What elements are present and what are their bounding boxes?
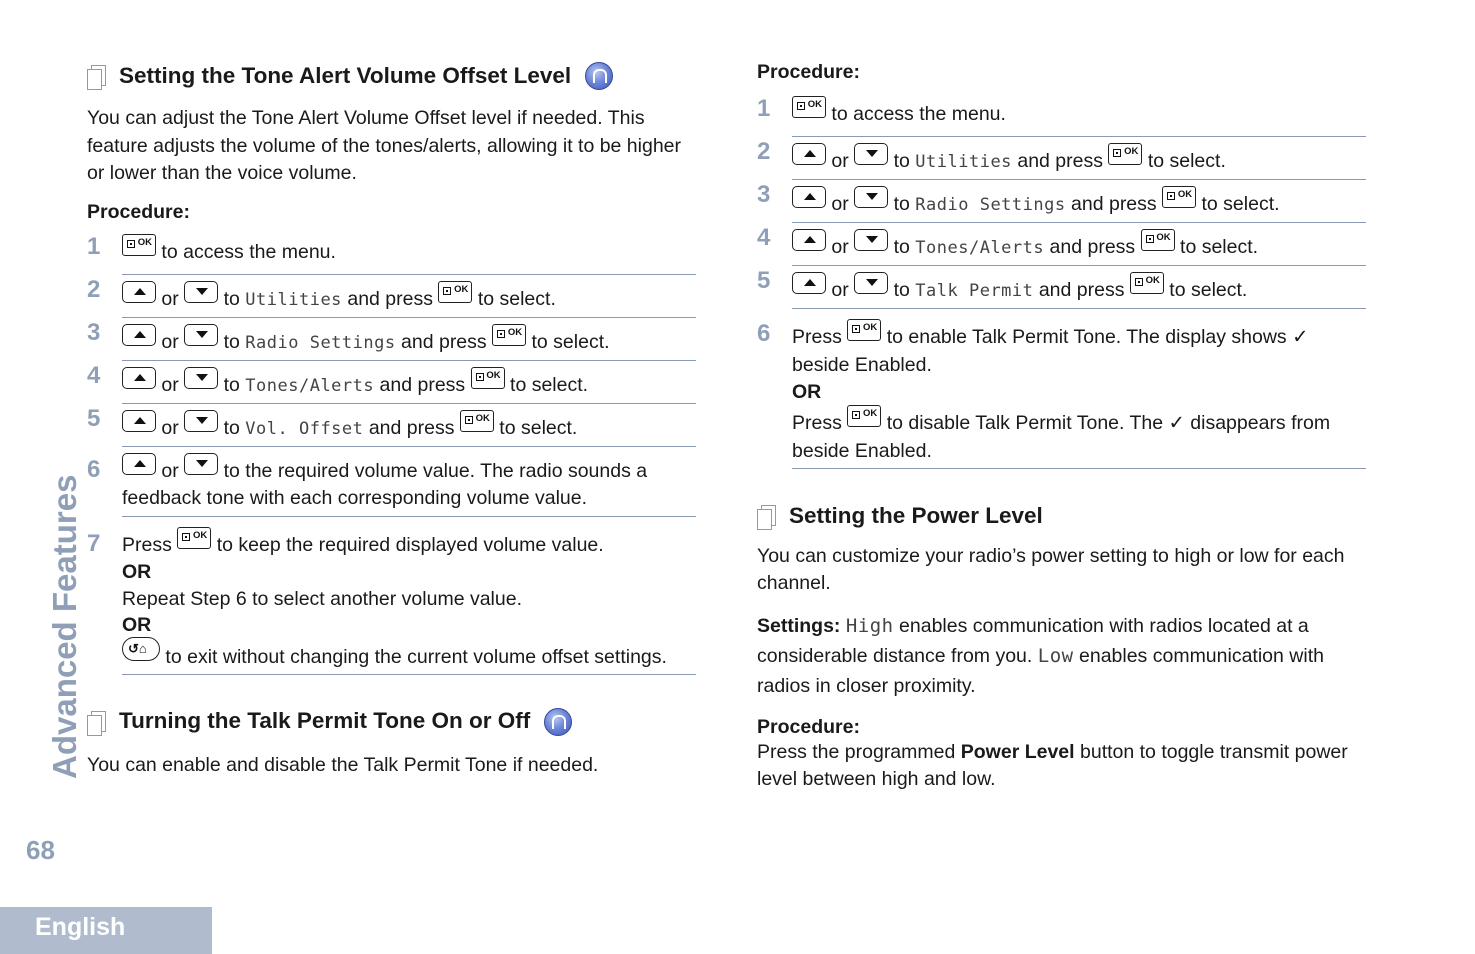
section-page-icon (757, 505, 775, 527)
step-text: to (893, 279, 910, 301)
step-text: to select. (531, 330, 610, 353)
back-home-key-icon (122, 637, 160, 661)
procedure-text: button to toggle transmit power level between high and low. (757, 740, 1348, 790)
power-level-procedure (757, 739, 1366, 794)
sidebar-section-label: Advanced Features (46, 474, 83, 779)
tone-alert-step-6 (87, 449, 696, 519)
step-text: to select. (1201, 193, 1280, 215)
talk-permit-steps (757, 96, 1366, 469)
step-text: to select. (510, 373, 589, 396)
tone-alert-step-7 (87, 519, 696, 675)
step-text: to disable Talk Permit Tone. The ✓ disappears from beside Enabled. (792, 412, 1331, 462)
down-navigation-key-icon (854, 186, 888, 208)
menu-item-name: Vol. Offset (245, 418, 364, 439)
tone-alert-intro: You can adjust the Tone Alert Volume Offset level if needed. This feature adjusts the volume of the tones/alerts, allowing it to be higher or lower than the voice volume. (87, 107, 682, 184)
step-text: to select. (477, 287, 556, 310)
down-navigation-key-icon (854, 272, 888, 294)
or-label: OR (122, 561, 152, 583)
menu-ok-key-icon (1108, 143, 1142, 165)
step-number: 5 (757, 267, 771, 294)
menu-item-name: Talk Permit (915, 281, 1034, 301)
up-navigation-key-icon (792, 229, 826, 251)
up-navigation-key-icon (792, 186, 826, 208)
menu-ok-key-icon (438, 281, 472, 303)
settings-label: Settings: (757, 614, 841, 637)
step-number: 3 (87, 318, 101, 346)
step-number: 6 (87, 455, 101, 483)
step-number: 1 (87, 232, 101, 260)
step-text: or (161, 416, 179, 439)
up-navigation-key-icon (792, 143, 826, 165)
menu-ok-key-icon (177, 527, 211, 549)
menu-ok-key-icon (792, 96, 826, 118)
setting-high: High (845, 614, 894, 637)
menu-ok-key-icon (492, 324, 526, 346)
step-text: Press (792, 326, 842, 348)
talk-permit-step-6 (757, 311, 1366, 469)
menu-item-name: Utilities (915, 152, 1012, 172)
setting-low: Low (1037, 644, 1074, 667)
talk-permit-title: Turning the Talk Permit Tone On or Off (119, 708, 531, 734)
step-text: or (161, 459, 179, 482)
step-text: and press (1038, 279, 1125, 301)
step-text: to (893, 236, 910, 258)
menu-item-name: Radio Settings (245, 332, 396, 353)
power-level-button-name: Power Level (960, 740, 1075, 763)
step-text: or (161, 330, 179, 353)
step-text: and press (1017, 150, 1103, 172)
tone-alert-step-5 (87, 406, 696, 449)
step-text: or (161, 287, 179, 310)
talk-permit-step-2 (757, 139, 1366, 182)
step-number: 6 (757, 320, 771, 347)
step-number: 4 (757, 224, 771, 251)
talk-permit-step-3 (757, 182, 1366, 225)
step-text: to (223, 373, 240, 396)
menu-item-name: Tones/Alerts (915, 238, 1045, 258)
step-number: 4 (87, 361, 101, 389)
power-level-heading (757, 505, 1366, 528)
menu-item-name: Radio Settings (915, 195, 1066, 215)
step-text: to select. (1147, 150, 1226, 172)
tone-alert-step-3 (87, 320, 696, 363)
step-text: and press (379, 373, 466, 396)
menu-ok-key-icon (471, 367, 505, 389)
step-text: to (223, 416, 240, 439)
step-text: or (831, 193, 849, 215)
up-navigation-key-icon (122, 410, 156, 432)
down-navigation-key-icon (184, 367, 218, 389)
step-text: to (223, 330, 240, 353)
menu-ok-key-icon (1141, 229, 1175, 251)
down-navigation-key-icon (854, 229, 888, 251)
step-number: 1 (757, 95, 771, 122)
page-number: 68 (26, 835, 55, 865)
step-text: to (893, 150, 910, 172)
step-number: 2 (87, 275, 101, 303)
step-text: and press (347, 287, 433, 310)
up-navigation-key-icon (122, 453, 156, 475)
step-text: to access the menu. (161, 240, 336, 263)
step-text: or (831, 279, 849, 301)
procedure-text: Press the programmed (757, 740, 956, 763)
step-text: and press (368, 416, 455, 439)
or-label: OR (122, 614, 152, 636)
talk-permit-intro: You can enable and disable the Talk Permit Tone if needed. (87, 753, 599, 776)
tone-alert-title: Setting the Tone Alert Volume Offset Level (119, 62, 572, 88)
step-text: and press (1071, 193, 1157, 215)
tone-alert-step-1 (87, 234, 696, 277)
down-navigation-key-icon (184, 453, 218, 475)
tone-alert-steps (87, 234, 696, 675)
step-text: Press (122, 533, 172, 556)
power-level-title: Setting the Power Level (789, 503, 1043, 528)
step-number: 2 (757, 138, 771, 165)
down-navigation-key-icon (184, 410, 218, 432)
language-label: English (35, 913, 126, 941)
step-text: to select. (1169, 279, 1248, 301)
step-number: 7 (87, 529, 101, 557)
step-text: to exit without changing the current volume offset settings. (165, 646, 667, 668)
left-column (87, 62, 696, 779)
talk-permit-procedure-label: Procedure: (757, 61, 860, 83)
right-column (757, 60, 1366, 794)
tone-alert-step-2 (87, 277, 696, 320)
step-text: to the required volume value. The radio sounds a feedback tone with each corresponding volume value. (122, 459, 648, 509)
menu-ok-key-icon (1162, 186, 1196, 208)
section-page-icon (87, 711, 105, 733)
setting-high-description: enables communication with radios located at a considerable distance from you. (757, 614, 1309, 667)
menu-ok-key-icon (122, 234, 156, 256)
down-navigation-key-icon (184, 281, 218, 303)
talk-permit-heading (87, 708, 696, 736)
setting-low-description: enables communication with radios in closer proximity. (757, 644, 1324, 697)
step-text: or (831, 236, 849, 258)
menu-item-name: Utilities (245, 289, 342, 310)
power-level-settings (757, 611, 1366, 701)
menu-item-name: Tones/Alerts (245, 375, 375, 396)
up-navigation-key-icon (792, 272, 826, 294)
menu-ok-key-icon (847, 319, 881, 341)
talk-permit-step-1 (757, 96, 1366, 139)
menu-ok-key-icon (460, 410, 494, 432)
power-level-intro: You can customize your radio’s power setting to high or low for each channel. (757, 544, 1345, 594)
or-label: OR (792, 381, 822, 403)
up-navigation-key-icon (122, 281, 156, 303)
tone-alert-procedure-label: Procedure: (87, 200, 190, 223)
step-text: Press (792, 412, 842, 434)
talk-permit-step-5 (757, 268, 1366, 311)
tone-alert-heading (87, 62, 696, 90)
menu-ok-key-icon (1130, 272, 1164, 294)
section-page-icon (87, 65, 105, 87)
step-number: 3 (757, 181, 771, 208)
step-text: or (831, 150, 849, 172)
down-navigation-key-icon (184, 324, 218, 346)
step-text: or (161, 373, 179, 396)
menu-ok-key-icon (847, 405, 881, 427)
up-navigation-key-icon (122, 367, 156, 389)
step-text: and press (401, 330, 487, 353)
feature-globe-icon (585, 62, 613, 90)
feature-globe-icon (544, 708, 572, 736)
step-text: to select. (1180, 236, 1259, 258)
up-navigation-key-icon (122, 324, 156, 346)
down-navigation-key-icon (854, 143, 888, 165)
step-text: and press (1049, 236, 1136, 258)
step-text: to keep the required displayed volume value. (216, 533, 604, 556)
talk-permit-step-4 (757, 225, 1366, 268)
power-level-procedure-label: Procedure: (757, 715, 860, 738)
step-text: to (223, 287, 240, 310)
step-text: to select. (499, 416, 578, 439)
step-text: to enable Talk Permit Tone. The display shows ✓ beside Enabled. (792, 326, 1309, 376)
tone-alert-step-4 (87, 363, 696, 406)
step-text: to access the menu. (831, 103, 1006, 125)
step-text: to (893, 193, 910, 215)
step-text: Repeat Step 6 to select another volume value. (122, 588, 522, 610)
step-number: 5 (87, 404, 101, 432)
